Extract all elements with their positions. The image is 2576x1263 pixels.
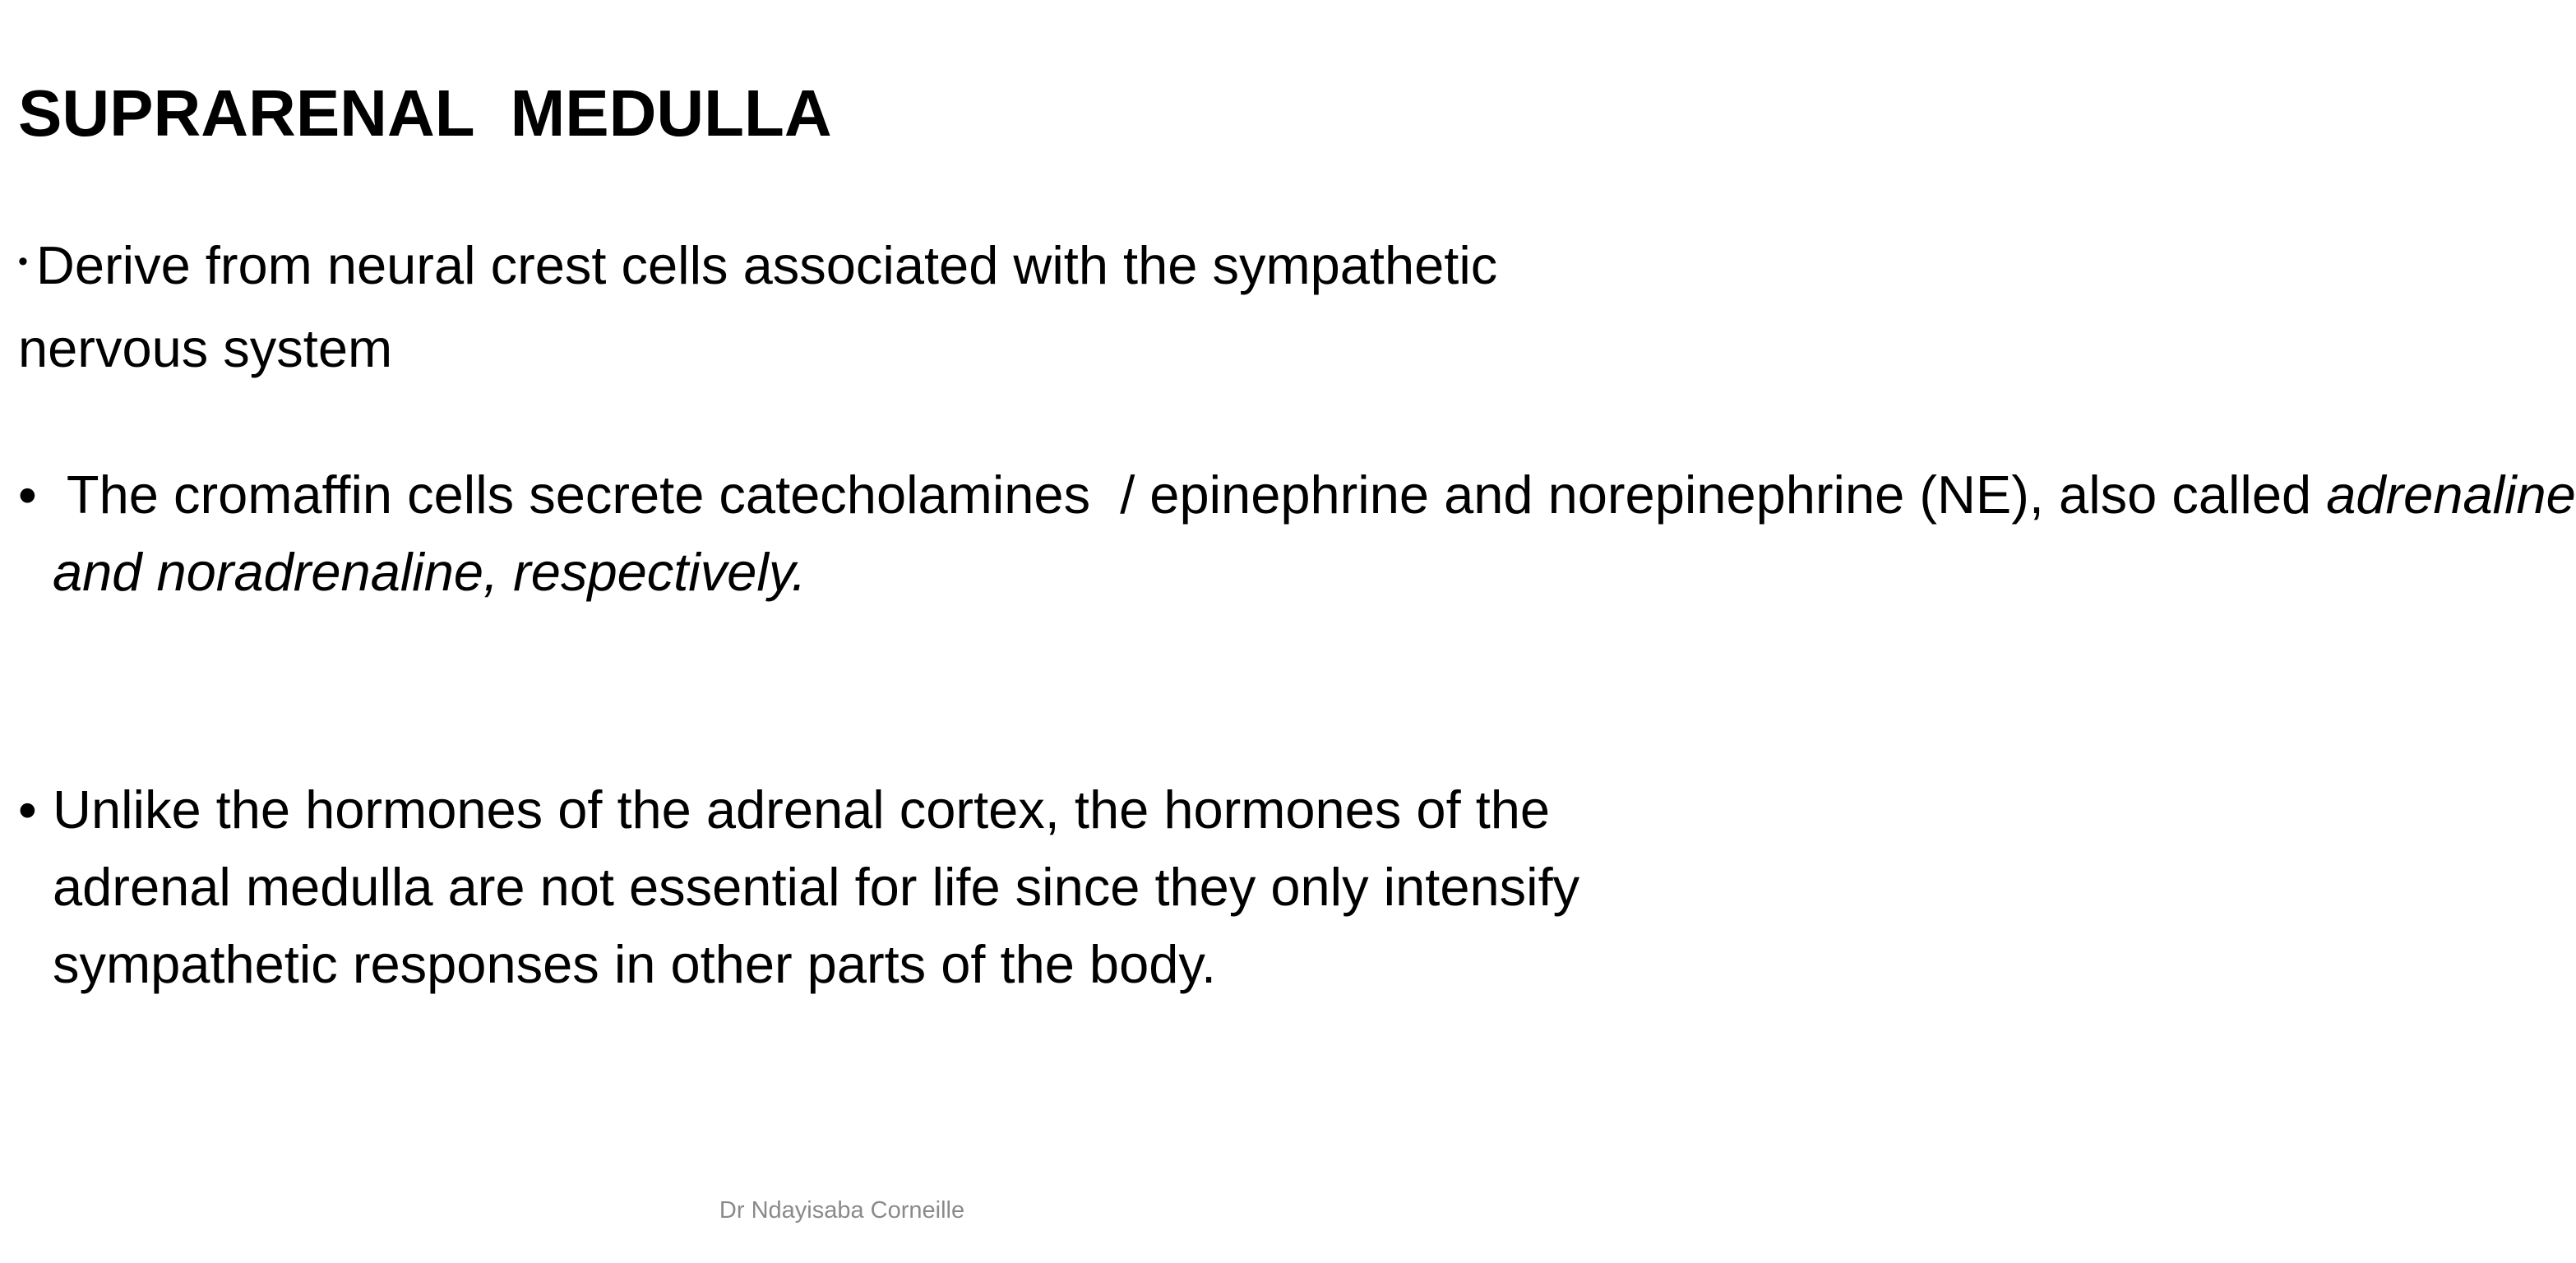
bullet-marker: • — [18, 465, 37, 525]
slide-footer-author: Dr Ndayisaba Corneille — [719, 1197, 965, 1224]
bullet-item-3 — [18, 771, 1654, 1003]
bullet-item-1 — [18, 226, 1580, 388]
bullet-item-2 — [18, 456, 2576, 611]
bullet-marker: • — [18, 245, 28, 277]
bullet-marker: • — [18, 780, 37, 840]
bullet-text-regular: The cromaffin cells secrete catecholamines / epinephrine and norepinephrine (NE), also called — [53, 465, 2327, 525]
bullet-text: Derive from neural crest cells associated with the sympathetic nervous system — [18, 235, 1498, 378]
bullet-text-italic: adrenaline and noradrenaline, respectively. — [53, 465, 2576, 602]
slide-title: SUPRARENAL MEDULLA — [18, 76, 832, 150]
bullet-text: Unlike the hormones of the adrenal cortex, the hormones of the adrenal medulla are not essential for life since they only intensify sympathetic responses in other parts of the body. — [53, 780, 1580, 994]
bullet-text — [53, 456, 2576, 611]
